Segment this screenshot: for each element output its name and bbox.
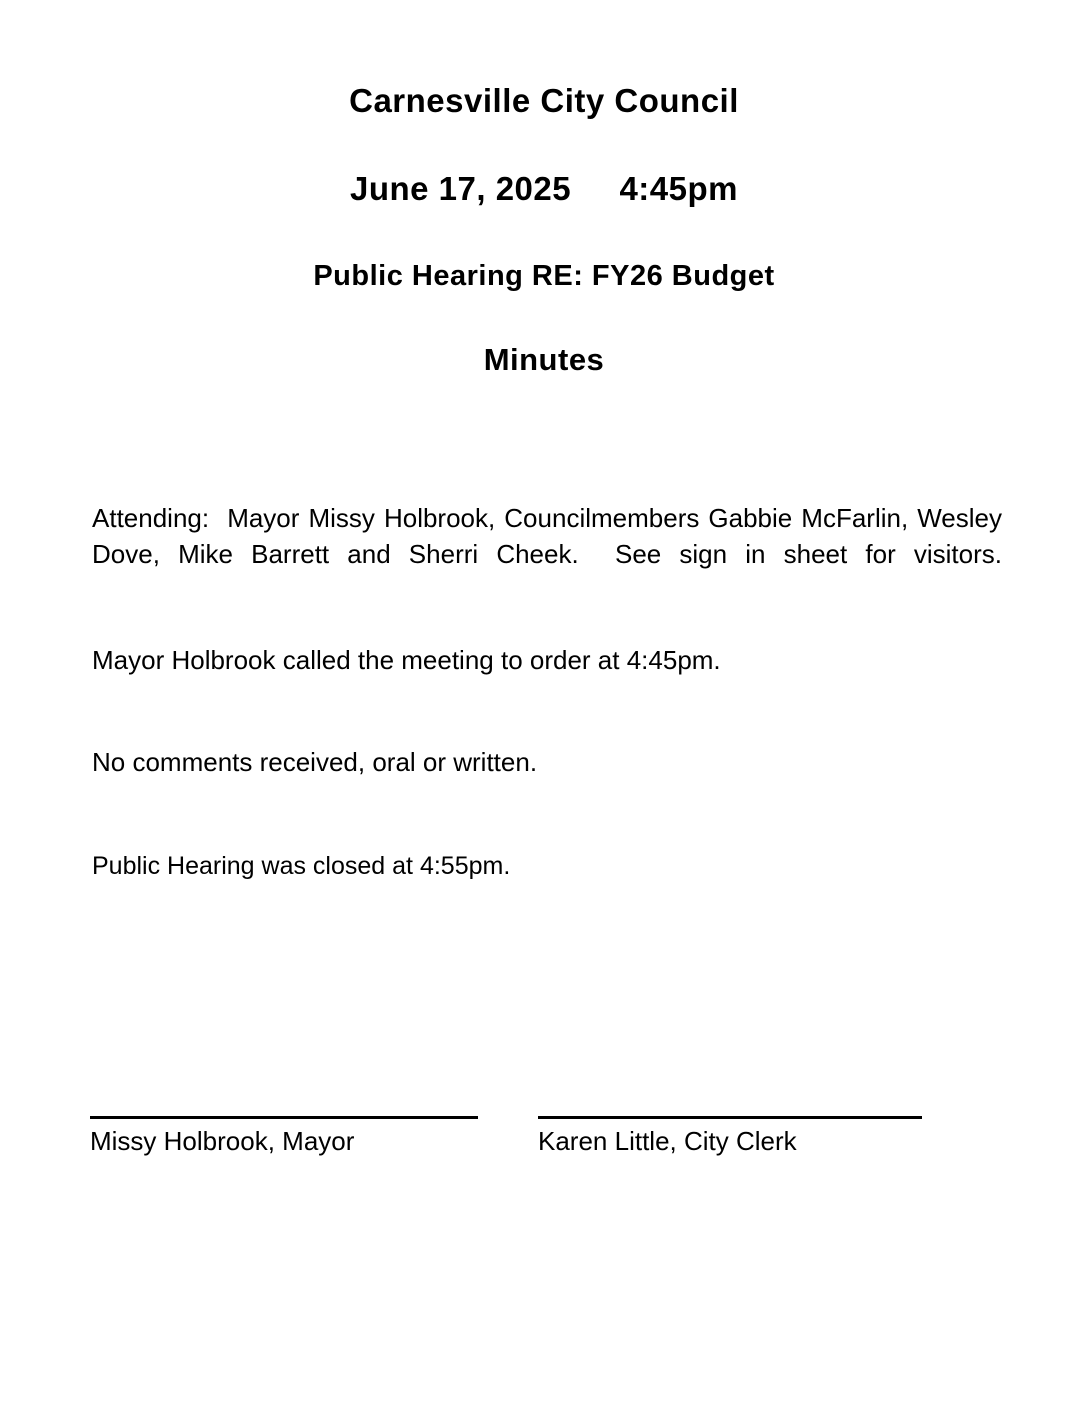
call-to-order-paragraph: Mayor Holbrook called the meeting to order at 4:45pm. <box>92 645 721 675</box>
mayor-signature-name: Missy Holbrook, Mayor <box>90 1126 355 1156</box>
clerk-signature-line <box>538 1116 922 1119</box>
date-time-line: June 17, 2025 4:45pm <box>349 170 739 207</box>
closing-paragraph: Public Hearing was closed at 4:55pm. <box>92 852 511 880</box>
document-title: Carnesville City Council <box>349 82 739 119</box>
minutes-heading: Minutes <box>483 342 605 377</box>
mayor-signature-line <box>90 1116 478 1119</box>
mayor-signature-block <box>90 1100 478 1157</box>
clerk-signature-name: Karen Little, City Clerk <box>538 1126 797 1156</box>
attending-paragraph: Attending: Mayor Missy Holbrook, Councilmembers Gabbie McFarlin, Wesley Dove, Mike Barrett and Sherri Cheek. See sign in sheet for visitors. <box>92 503 1010 569</box>
clerk-signature-block <box>538 1100 922 1157</box>
comments-paragraph: No comments received, oral or written. <box>92 747 538 777</box>
subject-line: Public Hearing RE: FY26 Budget <box>313 260 775 292</box>
